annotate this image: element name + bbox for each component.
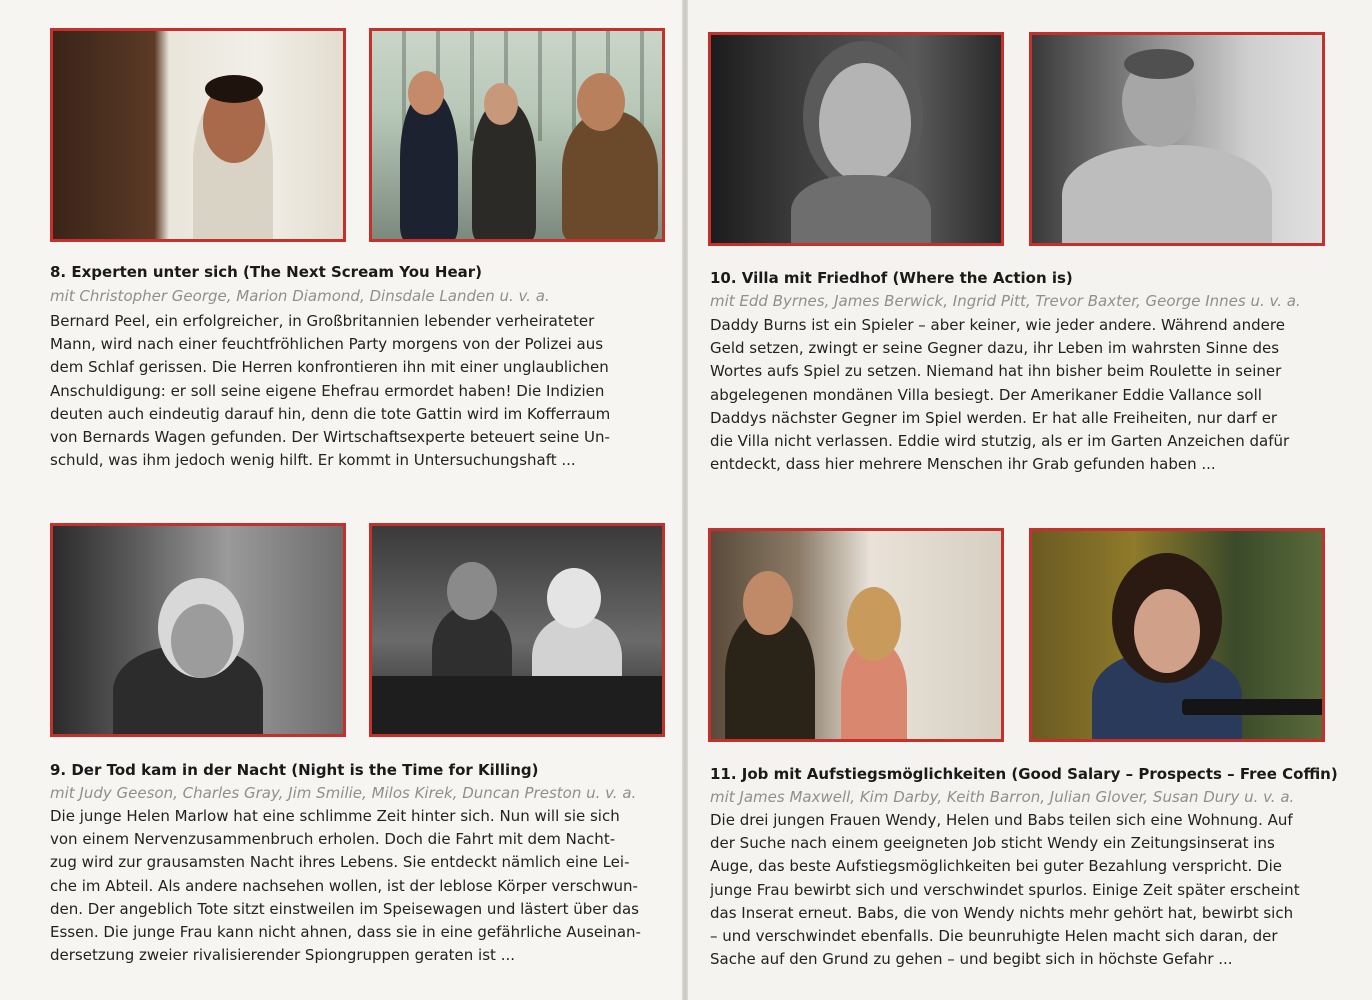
- synopsis-line: zug wird zur grausamsten Nacht ihres Lebens. Sie entdeckt nämlich eine Lei-: [50, 853, 630, 872]
- synopsis-line: den. Der angeblich Tote sitzt einstweilen im Speisewagen und lästert über das: [50, 899, 639, 918]
- entry-synopsis: [50, 805, 662, 967]
- dotted-separator: [710, 501, 1330, 509]
- synopsis-line: Die junge Helen Marlow hat eine schlimme Zeit hinter sich. Nun will sie sich: [50, 807, 620, 825]
- photo-entry-8-left: [50, 28, 346, 242]
- entry-synopsis: [710, 809, 1322, 971]
- photo-entry-9-right: [369, 523, 665, 737]
- entry-cast: mit Christopher George, Marion Diamond, Dinsdale Landen u. v. a.: [50, 287, 550, 305]
- synopsis-line: abgelegenen mondänen Villa besiegt. Der Amerikaner Eddie Vallance soll: [710, 385, 1262, 404]
- synopsis-line: Bernard Peel, ein erfolgreicher, in Großbritannien lebender verheirateter: [50, 312, 595, 330]
- entry-title: 9. Der Tod kam in der Nacht (Night is the Time for Killing): [50, 761, 539, 779]
- synopsis-line: Wortes aufs Spiel zu setzen. Niemand hat ihn bisher beim Roulette in seiner: [710, 362, 1282, 381]
- synopsis-line: Auge, das beste Aufstiegsmöglichkeiten bei guter Bezahlung verspricht. Die: [710, 857, 1282, 876]
- synopsis-line: Die drei jungen Frauen Wendy, Helen und Babs teilen sich eine Wohnung. Auf: [710, 811, 1293, 829]
- synopsis-line: schuld, was ihm jedoch wenig hilft. Er kommt in Untersuchungshaft ...: [50, 451, 576, 470]
- entry-synopsis: [50, 310, 662, 472]
- entry-title: 11. Job mit Aufstiegsmöglichkeiten (Good Salary – Prospects – Free Coffin): [710, 765, 1338, 783]
- synopsis-line: junge Frau bewirbt sich und verschwindet spurlos. Einige Zeit später erscheint: [710, 880, 1300, 899]
- entry-synopsis: [710, 314, 1322, 476]
- synopsis-line: von einem Nervenzusammenbruch erholen. Doch die Fahrt mit dem Nacht-: [50, 830, 616, 849]
- synopsis-line: die Villa nicht verlassen. Eddie wird stutzig, als er im Garten Anzeichen dafür: [710, 432, 1290, 451]
- synopsis-line: von Bernards Wagen gefunden. Der Wirtschaftsexperte beteuert seine Un-: [50, 428, 610, 447]
- photo-entry-9-left: [50, 523, 346, 737]
- photo-entry-8-right: [369, 28, 665, 242]
- synopsis-line: dem Schlaf gerissen. Die Herren konfrontieren ihn mit einer unglaublichen: [50, 358, 609, 377]
- entry-cast: mit Edd Byrnes, James Berwick, Ingrid Pitt, Trevor Baxter, George Innes u. v. a.: [710, 292, 1301, 310]
- synopsis-line: das Inserat erneut. Babs, die von Wendy nichts mehr gehört hat, bewirbt sich: [710, 903, 1294, 922]
- synopsis-line: der Suche nach einem geeigneten Job sticht Wendy ein Zeitungsinserat ins: [710, 834, 1275, 853]
- synopsis-line: Sache auf den Grund zu gehen – und begibt sich in höchste Gefahr ...: [710, 950, 1233, 969]
- synopsis-line: Daddys nächster Gegner im Spiel werden. Er hat alle Freiheiten, nur darf er: [710, 408, 1278, 427]
- entry-title: 8. Experten unter sich (The Next Scream You Hear): [50, 263, 483, 281]
- synopsis-line: – und verschwindet ebenfalls. Die beunruhigte Helen macht sich daran, der: [710, 927, 1278, 946]
- photo-entry-11-left: [708, 528, 1004, 742]
- dotted-separator: [48, 493, 668, 501]
- synopsis-line: che im Abteil. Als andere nachsehen wollen, ist der leblose Körper verschwun-: [50, 876, 638, 895]
- entry-cast: mit Judy Geeson, Charles Gray, Jim Smilie, Milos Kirek, Duncan Preston u. v. a.: [50, 784, 637, 802]
- synopsis-line: deuten auch eindeutig darauf hin, denn die tote Gattin wird im Kofferraum: [50, 404, 611, 423]
- photo-entry-10-left: [708, 32, 1004, 246]
- synopsis-line: dersetzung zweier rivalisierender Spiongruppen geraten ist ...: [50, 946, 515, 965]
- booklet-gutter: [682, 0, 688, 1000]
- entry-cast: mit James Maxwell, Kim Darby, Keith Barron, Julian Glover, Susan Dury u. v. a.: [710, 788, 1295, 806]
- synopsis-line: Anschuldigung: er soll seine eigene Ehefrau ermordet haben! Die Indizien: [50, 381, 605, 400]
- synopsis-line: Mann, wird nach einer feuchtfröhlichen Party morgens von der Polizei aus: [50, 335, 604, 354]
- synopsis-line: Daddy Burns ist ein Spieler – aber keiner, wie jeder andere. Während andere: [710, 316, 1285, 334]
- photo-entry-11-right: [1029, 528, 1325, 742]
- photo-entry-10-right: [1029, 32, 1325, 246]
- synopsis-line: Essen. Die junge Frau kann nicht ahnen, dass sie in eine gefährliche Auseinan-: [50, 923, 641, 942]
- synopsis-line: Geld setzen, zwingt er seine Gegner dazu, ihr Leben im wahrsten Sinne des: [710, 339, 1280, 358]
- entry-title: 10. Villa mit Friedhof (Where the Action is): [710, 269, 1073, 287]
- synopsis-line: entdeckt, dass hier mehrere Menschen ihr Grab gefunden haben ...: [710, 455, 1216, 474]
